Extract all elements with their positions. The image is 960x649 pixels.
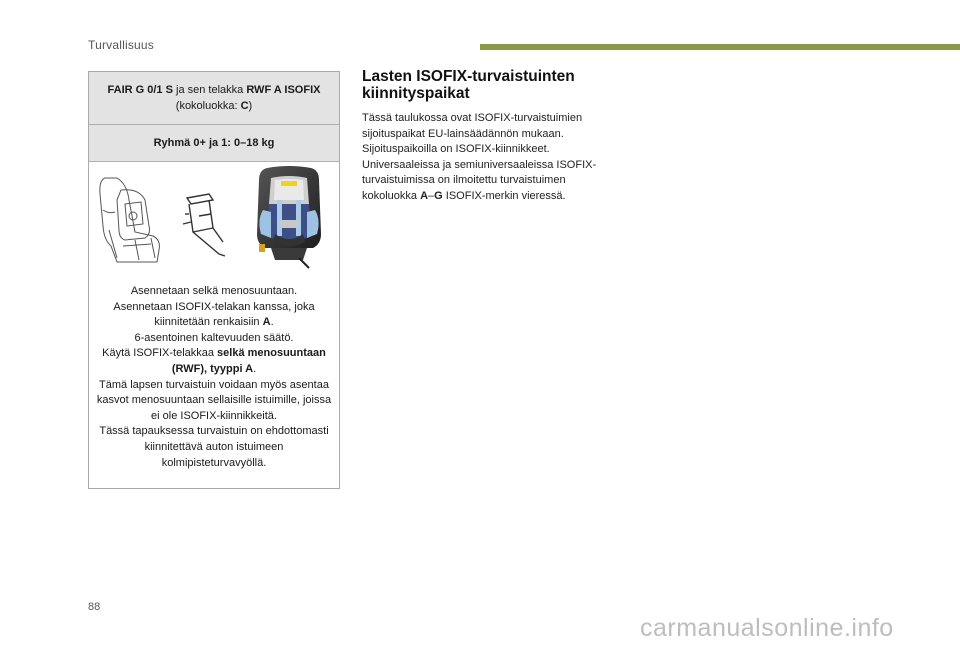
table-description <box>89 274 339 471</box>
body-text-main: Tässä taulukossa ovat ISOFIX-turvaistuimien sijoituspaikat EU-lainsäädännön mukaan. Sijoituspaikoilla on ISOFIX-kiinnikkeet. Universaaleissa ja semiuniversaaleissa ISOFIX-turvaistuimissa on ilmoitettu turvaistuimen kokoluokka <box>362 112 597 202</box>
page-number: 88 <box>88 601 101 613</box>
body-class-to: G <box>434 189 443 202</box>
weight-group-label: Ryhmä 0+ ja 1: 0–18 kg <box>89 125 339 162</box>
isofix-seat-table <box>88 71 340 489</box>
desc-ring-letter: A <box>262 316 271 329</box>
body-class-dash: – <box>428 189 435 202</box>
desc-period-2: . <box>253 362 257 375</box>
size-class-prefix: (kokoluokka: <box>175 100 241 112</box>
seat-name: FAIR G 0/1 S <box>107 84 173 96</box>
base-name: RWF A ISOFIX <box>246 84 321 96</box>
body-class-from: A <box>420 189 429 202</box>
desc-line-forward-facing: Tämä lapsen turvaistuin voidaan myös asentaa kasvot menosuuntaan sellaisille istuimille, joissa ei ole ISOFIX-kiinnikkeitä. <box>96 378 332 422</box>
child-seat-photo <box>249 164 329 270</box>
desc-line-belt: Tässä tapauksessa turvaistuin on ehdottomasti kiinnitettävä auton istuimeen kolmipisteturvavyöllä. <box>99 425 329 469</box>
desc-period: . <box>270 316 274 329</box>
seat-images <box>89 162 339 274</box>
section-title: Lasten ISOFIX-turvaistuinten kiinnityspaikat <box>362 68 575 102</box>
child-seat-outline-icon <box>95 170 167 268</box>
table-header <box>89 72 339 125</box>
isofix-base-icon <box>179 192 229 262</box>
seat-mid-text: ja sen telakka <box>172 84 247 96</box>
desc-line-orientation: Asennetaan selkä menosuuntaan. <box>130 285 298 297</box>
desc-line-install: Asennetaan ISOFIX-telakan kanssa, joka kiinnitetään renkaisiin <box>113 300 315 329</box>
body-text-end: ISOFIX-merkin vieressä. <box>442 189 566 202</box>
section-accent-bar <box>480 44 960 50</box>
watermark: carmanualsonline.info <box>640 614 894 642</box>
section-body <box>362 111 622 205</box>
size-class-suffix: ) <box>248 100 253 112</box>
section-label: Turvallisuus <box>88 38 154 52</box>
size-class-value: C <box>240 100 249 112</box>
desc-line-recline: 6-asentoinen kaltevuuden säätö. <box>134 331 294 344</box>
desc-line-use-base: Käytä ISOFIX-telakkaa <box>102 347 218 360</box>
desc-base-type: selkä menosuuntaan (RWF), tyyppi A <box>171 347 326 375</box>
